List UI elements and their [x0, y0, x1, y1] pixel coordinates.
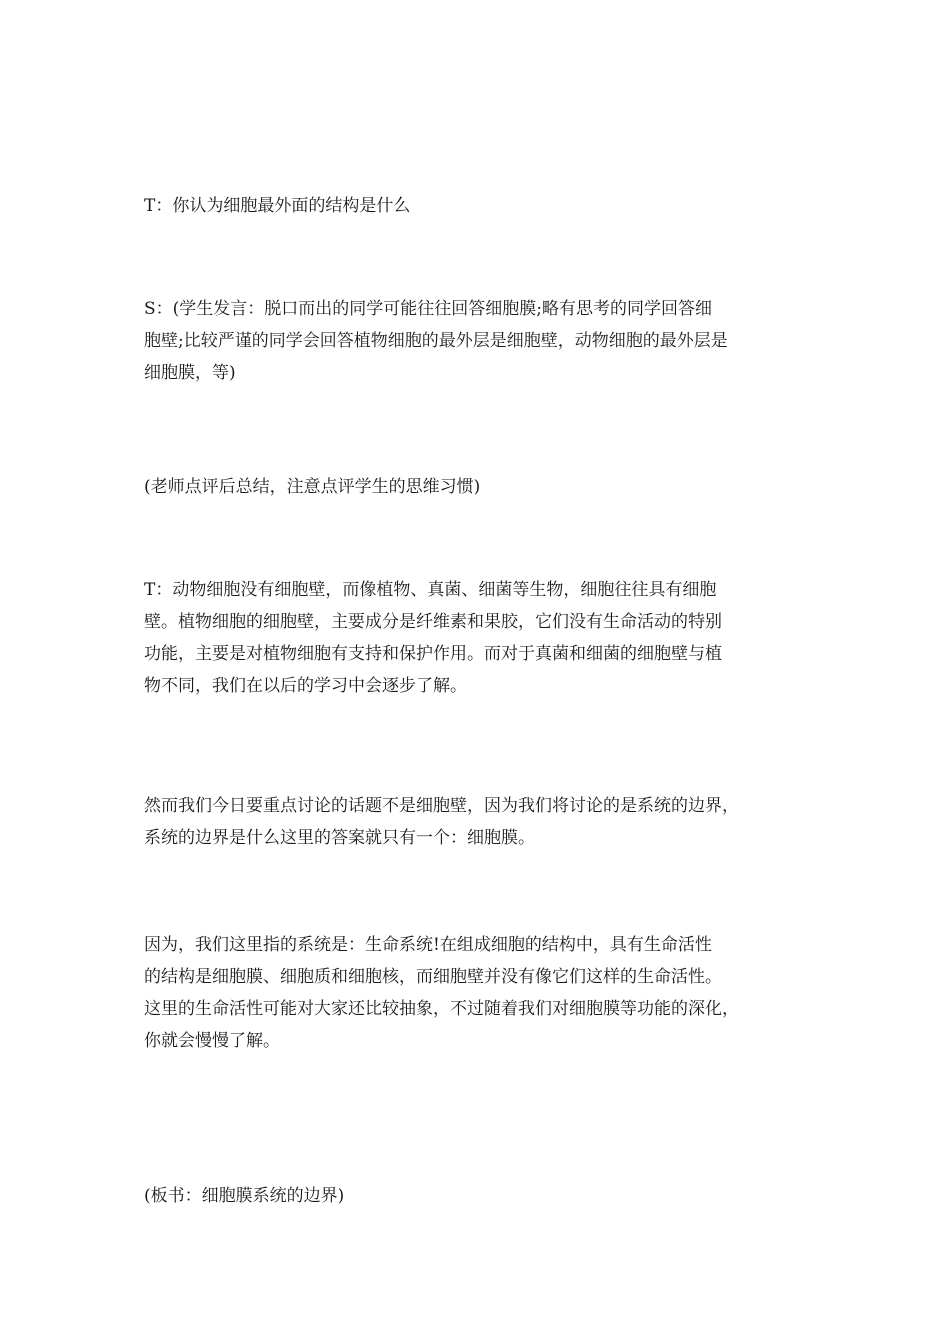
- paragraph-teacher-question: [144, 190, 814, 222]
- text-line: (老师点评后总结，注意点评学生的思维习惯): [144, 477, 481, 497]
- text-line: 你就会慢慢了解。: [144, 1031, 280, 1051]
- text-line: (板书：细胞膜系统的边界): [144, 1186, 345, 1206]
- text-line: 这里的生命活性可能对大家还比较抽象，不过随着我们对细胞膜等功能的深化，: [144, 999, 739, 1019]
- text-line: 的结构是细胞膜、细胞质和细胞核，而细胞壁并没有像它们这样的生命活性。: [144, 967, 722, 987]
- paragraph-topic-intro: [144, 790, 814, 854]
- paragraph-life-system: [144, 929, 814, 1057]
- text-line: 细胞膜，等): [144, 363, 236, 383]
- text-line: 功能，主要是对植物细胞有支持和保护作用。而对于真菌和细菌的细胞壁与植: [144, 644, 722, 664]
- text-line: T：动物细胞没有细胞壁，而像植物、真菌、细菌等生物，细胞往往具有细胞: [144, 580, 717, 600]
- text-line: 系统的边界是什么这里的答案就只有一个：细胞膜。: [144, 828, 535, 848]
- paragraph-blackboard-note: [144, 1180, 814, 1212]
- text-line: 物不同，我们在以后的学习中会逐步了解。: [144, 676, 467, 696]
- text-line: 壁。植物细胞的细胞壁，主要成分是纤维素和果胶，它们没有生命活动的特别: [144, 612, 722, 632]
- text-line: S：(学生发言：脱口而出的同学可能往往回答细胞膜;略有思考的同学回答细: [144, 299, 713, 319]
- paragraph-teacher-note: [144, 471, 814, 503]
- text-line: 胞壁;比较严谨的同学会回答植物细胞的最外层是细胞壁，动物细胞的最外层是: [144, 331, 728, 351]
- text-line: 然而我们今日要重点讨论的话题不是细胞壁，因为我们将讨论的是系统的边界，: [144, 796, 739, 816]
- paragraph-student-response: [144, 293, 814, 389]
- text-line: T：你认为细胞最外面的结构是什么: [144, 196, 411, 216]
- text-line: 因为，我们这里指的系统是：生命系统!在组成细胞的结构中，具有生命活性: [144, 935, 712, 955]
- paragraph-teacher-explanation: [144, 574, 814, 702]
